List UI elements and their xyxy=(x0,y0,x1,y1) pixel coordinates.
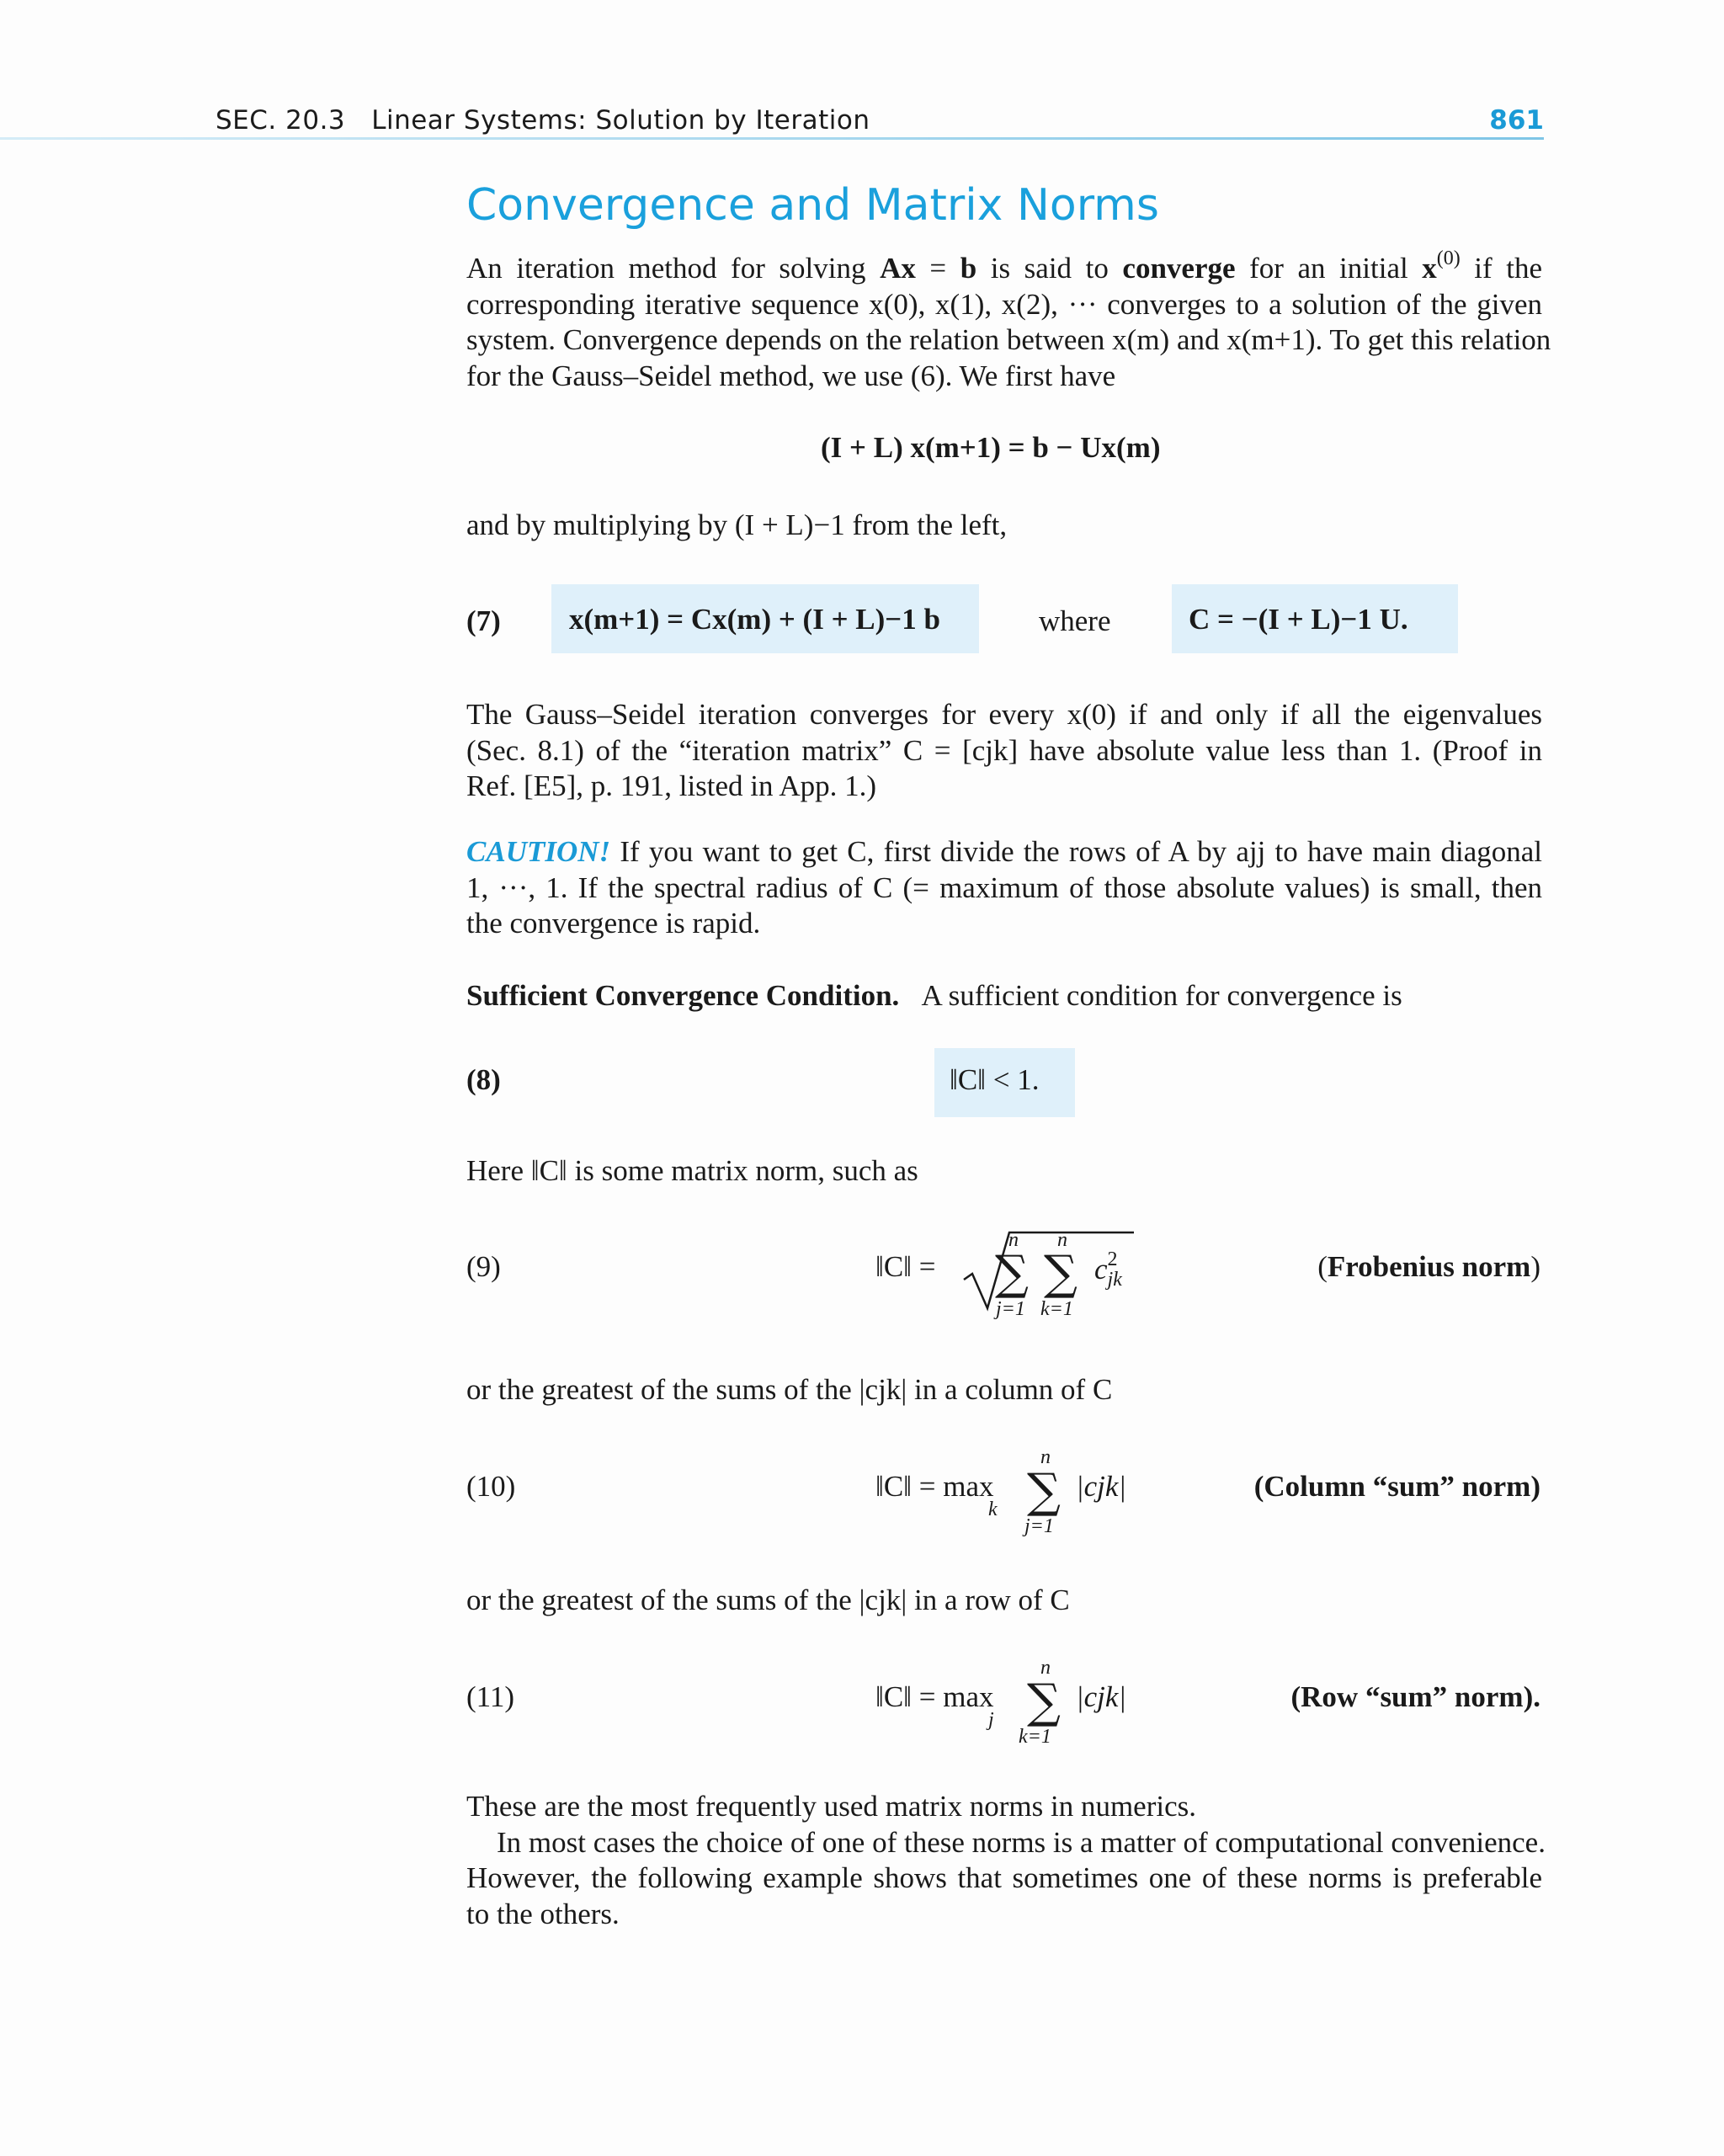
section-heading: Convergence and Matrix Norms xyxy=(466,180,1159,231)
caution-line-1: CAUTION! If you want to get C, first divide the rows of A by ajj to have main diagonal xyxy=(466,835,1542,868)
section-title: SEC. 20.3 Linear Systems: Solution by Iteration xyxy=(216,105,870,136)
equation-11-lhs: ‖C‖ = max xyxy=(875,1680,994,1713)
equation-number-8: (8) xyxy=(466,1063,501,1096)
multiply-text: and by multiplying by (I + L)−1 from the left, xyxy=(466,508,1008,541)
equation-7-where: where xyxy=(1039,604,1111,637)
sigma-2: ∑ xyxy=(1044,1246,1078,1301)
caution-paragraph xyxy=(466,834,1542,942)
row-term: |cjk| xyxy=(1076,1680,1127,1713)
intro-line-4: for the Gauss–Seidel method, we use (6). We first have xyxy=(466,359,1116,392)
gauss-seidel-equation: (I + L) x(m+1) = b − Ux(m) xyxy=(821,431,1161,464)
sigma-col: ∑ xyxy=(1027,1464,1061,1519)
matrix-norm-text: Here ‖C‖ is some matrix norm, such as xyxy=(466,1154,918,1187)
caution-label: CAUTION! xyxy=(466,835,611,868)
column-sum-text: or the greatest of the sums of the |cjk| in a column of C xyxy=(466,1373,1113,1406)
intro-paragraph xyxy=(466,248,1551,394)
row-sum-text: or the greatest of the sums of the |cjk| in a row of C xyxy=(466,1584,1070,1616)
equation-10-lhs: ‖C‖ = max xyxy=(875,1470,994,1503)
frobenius-term: c 2 jk xyxy=(1094,1248,1122,1291)
equation-9-lhs: ‖C‖ = xyxy=(875,1250,936,1283)
caution-line-3: the convergence is rapid. xyxy=(466,907,761,940)
frobenius-norm-tag: (Frobenius norm) xyxy=(1317,1250,1540,1283)
column-sum-norm-tag: (Column “sum” norm) xyxy=(1253,1470,1540,1503)
caution-line-2: 1, ···, 1. If the spectral radius of C (= maximum of those absolute values) is small, then xyxy=(466,870,1542,904)
closing-line-3: However, the following example shows that sometimes one of these norms is preferable xyxy=(466,1861,1542,1894)
running-header xyxy=(216,105,1544,139)
conv-line-3: Ref. [E5], p. 191, listed in App. 1.) xyxy=(466,769,877,802)
equation-7-left: x(m+1) = Cx(m) + (I + L)−1 b xyxy=(569,603,940,636)
sum-lower-k: k=1 xyxy=(1040,1298,1073,1320)
intro-line-3: system. Convergence depends on the relation between x(m) and x(m+1). To get this relation xyxy=(466,323,1551,356)
col-sum-lower: j=1 xyxy=(1024,1515,1054,1537)
sufficient-heading: Sufficient Convergence Condition. xyxy=(466,979,900,1012)
sum-lower-j: j=1 xyxy=(996,1298,1025,1320)
closing-line-2: In most cases the choice of one of these norms is a matter of computational convenience. xyxy=(497,1825,1546,1859)
row-sum-lower: k=1 xyxy=(1019,1726,1051,1748)
equation-7-right: C = −(I + L)−1 U. xyxy=(1189,603,1408,636)
equation-number-10: (10) xyxy=(466,1470,516,1503)
col-term: |cjk| xyxy=(1076,1470,1127,1503)
equation-8-expr: ‖C‖ < 1. xyxy=(950,1063,1040,1096)
sufficient-condition: Sufficient Convergence Condition. A sufficient condition for convergence is xyxy=(466,979,1402,1012)
sum-upper-n-2: n xyxy=(1057,1229,1067,1251)
max-sub-k: k xyxy=(988,1499,998,1520)
sigma-row: ∑ xyxy=(1027,1674,1061,1729)
closing-paragraph xyxy=(466,1789,1546,1932)
conv-line-1: The Gauss–Seidel iteration converges for every x(0) if and only if all the eigenvalues xyxy=(466,698,1542,731)
row-sum-upper: n xyxy=(1040,1657,1051,1679)
conv-line-2: (Sec. 8.1) of the “iteration matrix” C = [cjk] have absolute value less than 1. (Proof in xyxy=(466,733,1542,767)
sigma-1: ∑ xyxy=(995,1246,1029,1301)
closing-line-1: These are the most frequently used matrix norms in numerics. xyxy=(466,1790,1196,1823)
row-sum-norm-tag: (Row “sum” norm). xyxy=(1290,1680,1540,1713)
page-number: 861 xyxy=(1489,105,1544,136)
header-rule xyxy=(0,137,1544,140)
col-sum-upper: n xyxy=(1040,1446,1051,1468)
equation-number-11: (11) xyxy=(466,1680,515,1713)
sum-upper-n-1: n xyxy=(1008,1229,1019,1251)
intro-line-1: An iteration method for solving Ax = b is said to converge for an initial $x^{(0)}$ if the xyxy=(466,248,1543,285)
convergence-paragraph xyxy=(466,697,1542,805)
equation-number-9: (9) xyxy=(466,1250,501,1283)
intro-line-2: corresponding iterative sequence x(0), x(1), x(2), ··· converges to a solution of the given xyxy=(466,287,1542,321)
max-sub-j: j xyxy=(988,1709,994,1731)
equation-number-7: (7) xyxy=(466,604,501,637)
closing-line-4: to the others. xyxy=(466,1897,620,1930)
